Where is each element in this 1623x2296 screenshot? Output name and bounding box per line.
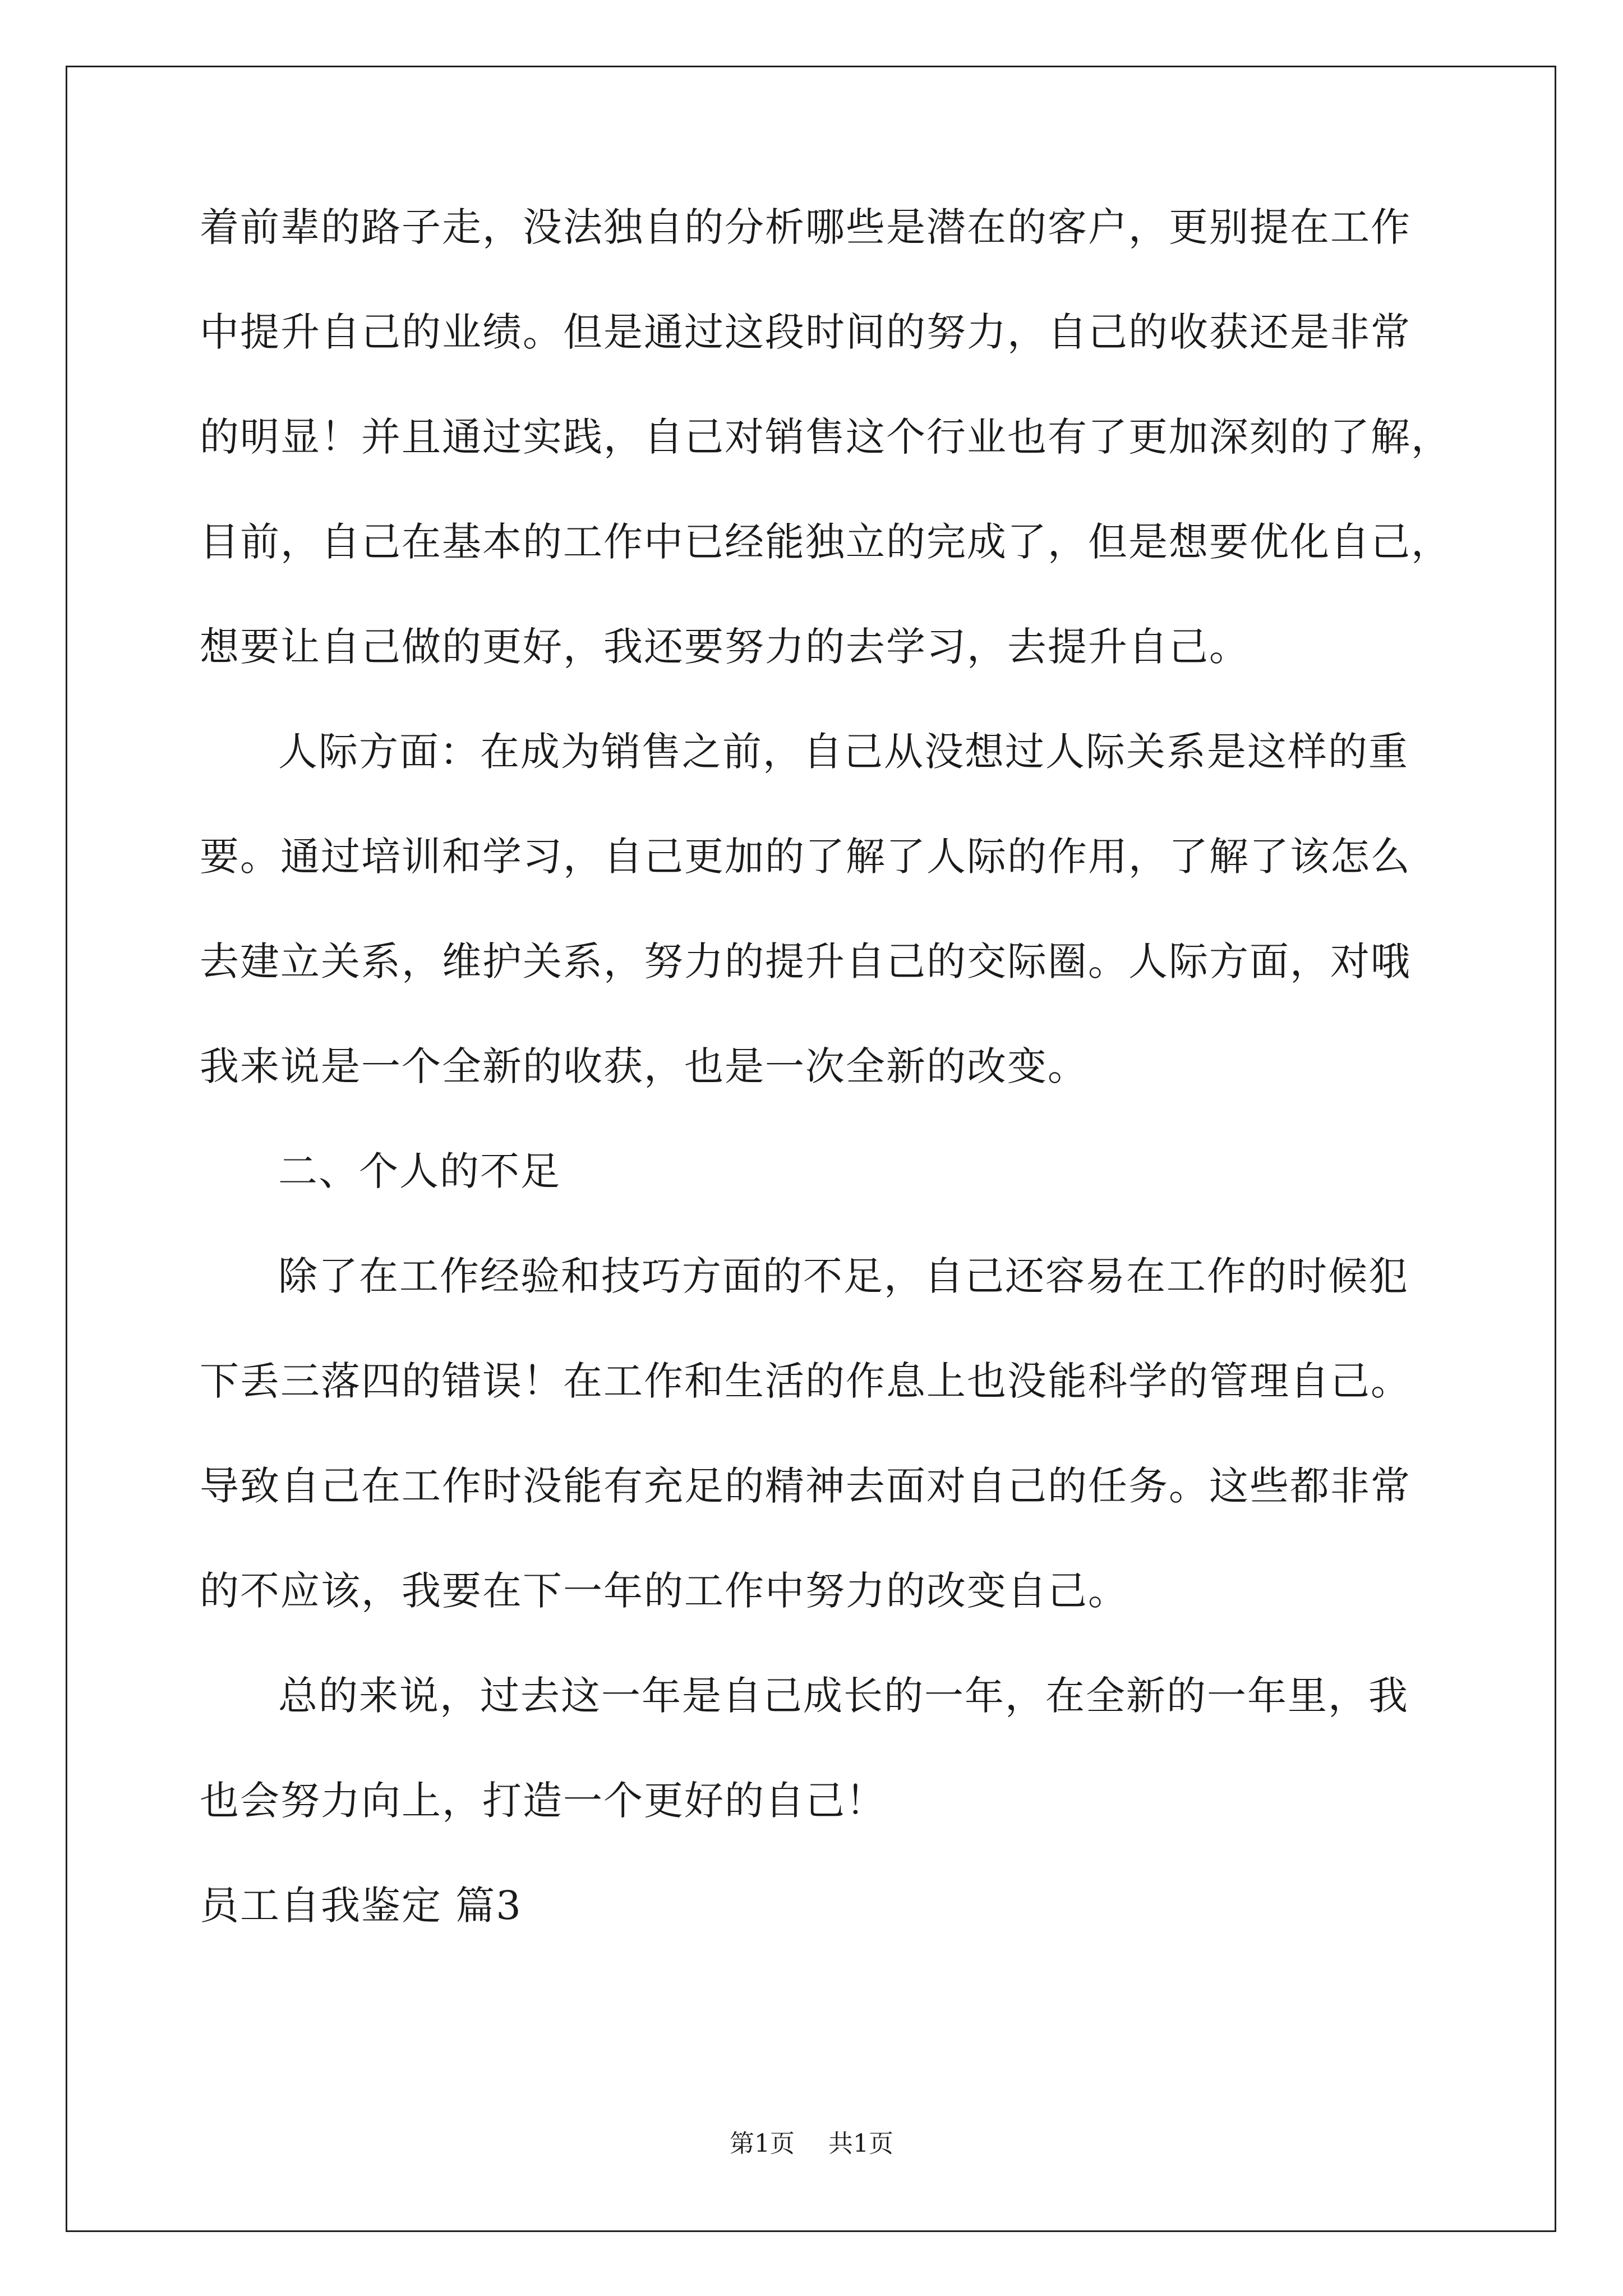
section-heading-shortcomings: 二、个人的不足 xyxy=(278,1148,561,1194)
text-line-16: 也会努力向上，打造一个更好的自己！ xyxy=(200,1778,886,1824)
text-line-8: 去建立关系，维护关系，努力的提升自己的交际圈。人际方面，对哦 xyxy=(200,938,1411,984)
text-line-14: 的不应该，我要在下一年的工作中努力的改变自己。 xyxy=(200,1568,1128,1614)
text-line-5: 想要让自己做的更好，我还要努力的去学习，去提升自己。 xyxy=(200,624,1249,670)
text-line-1: 着前辈的路子走，没法独自的分析哪些是潜在的客户，更别提在工作 xyxy=(200,204,1411,250)
paragraph-start-summary: 总的来说，过去这一年是自己成长的一年，在全新的一年里，我 xyxy=(278,1673,1409,1719)
text-line-12: 下丢三落四的错误！在工作和生活的作息上也没能科学的管理自己。 xyxy=(200,1358,1411,1404)
text-line-7: 要。通过培训和学习，自己更加的了解了人际的作用，了解了该怎么 xyxy=(200,834,1411,880)
text-line-4: 目前，自己在基本的工作中已经能独立的完成了，但是想要优化自己， xyxy=(200,519,1451,565)
text-line-13: 导致自己在工作时没能有充足的精神去面对自己的任务。这些都非常 xyxy=(200,1463,1411,1509)
page-number-total: 共1页 xyxy=(828,2129,893,2158)
paragraph-start-shortcomings: 除了在工作经验和技巧方面的不足，自己还容易在工作的时候犯 xyxy=(278,1253,1409,1299)
page-footer xyxy=(0,2129,1623,2158)
paragraph-start-interpersonal: 人际方面：在成为销售之前，自己从没想过人际关系是这样的重 xyxy=(278,729,1409,775)
article-title: 员工自我鉴定 篇3 xyxy=(200,1883,522,1929)
document-body xyxy=(200,204,1461,1991)
text-line-2: 中提升自己的业绩。但是通过这段时间的努力，自己的收获还是非常 xyxy=(200,309,1411,355)
page-number-current: 第1页 xyxy=(730,2129,795,2158)
text-line-9: 我来说是一个全新的收获，也是一次全新的改变。 xyxy=(200,1043,1088,1089)
text-line-3: 的明显！并且通过实践，自己对销售这个行业也有了更加深刻的了解， xyxy=(200,414,1451,460)
